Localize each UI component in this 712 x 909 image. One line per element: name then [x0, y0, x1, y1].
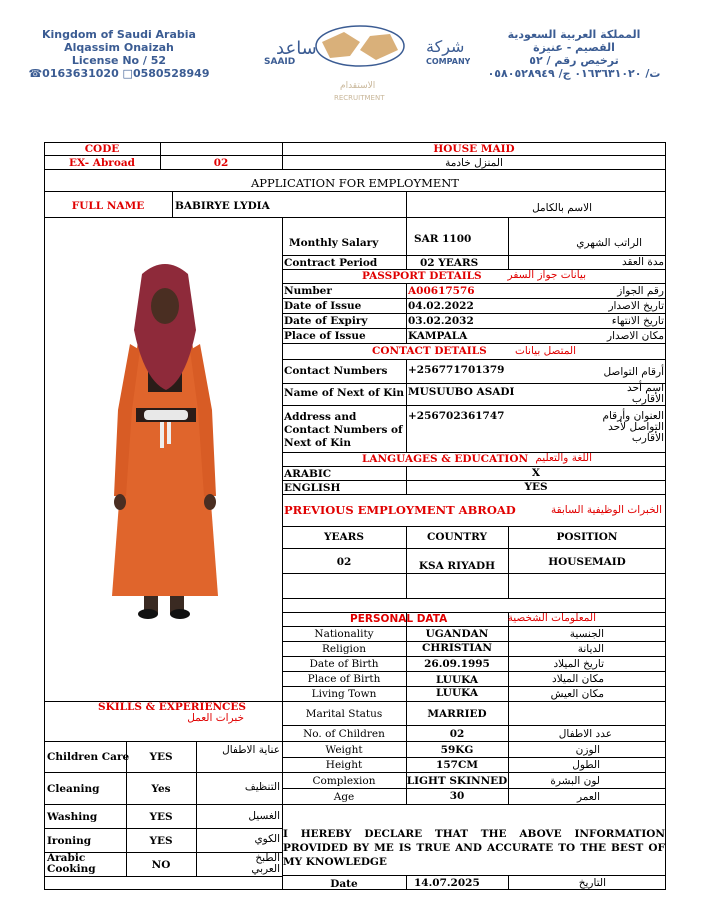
place-of-issue-label: Place of Issue: [284, 330, 366, 342]
logo-ar-bottom: الاستقدام: [340, 81, 376, 91]
weight-value: 59KG: [440, 744, 474, 756]
skill-washing-ar: الغسيل: [248, 810, 280, 822]
issue-date-ar: تاريخ الاصدار: [608, 300, 664, 312]
contact-numbers-label: Contact Numbers: [284, 365, 388, 377]
logo-en-right: COMPANY: [426, 57, 470, 66]
contact-title: CONTACT DETAILS: [372, 345, 487, 357]
letterhead: [0, 0, 712, 110]
full-name-label: FULL NAME: [71, 200, 145, 212]
passport-title: PASSPORT DETAILS: [362, 270, 482, 282]
date-label: Date: [330, 878, 358, 890]
expiry-date-label: Date of Expiry: [284, 315, 368, 327]
date-ar: التاريخ: [578, 877, 606, 889]
letterhead-left-line: Kingdom of Saudi Arabia: [42, 28, 196, 41]
contract-label: Contract Period: [284, 257, 378, 269]
height-ar: الطول: [572, 759, 600, 771]
complexion-label: Complexion: [312, 775, 376, 787]
skill-cleaning-value: Yes: [151, 783, 171, 795]
personal-data-title-ar: المعلومات الشخصية: [507, 612, 596, 624]
letterhead-right: [484, 28, 664, 80]
letterhead-left-line: Alqassim Onaizah: [64, 41, 174, 54]
marital-status-value: MARRIED: [427, 708, 487, 720]
complexion-ar: لون البشرة: [550, 775, 600, 787]
personal-data-title: PERSONAL DATA: [350, 613, 448, 625]
nationality-value: UGANDAN: [425, 628, 489, 640]
letterhead-left-line: ☎0163631020 □0580528949: [28, 67, 210, 80]
col-years: YEARS: [324, 531, 364, 543]
logo-en-left: SAAID: [264, 57, 296, 67]
nationality-ar: الجنسية: [569, 628, 604, 640]
pob-ar: مكان الميلاد: [552, 673, 604, 685]
skill-ironing-value: YES: [149, 835, 173, 847]
kin-address-label: Address and Contact Numbers of Next of Kin: [284, 411, 403, 449]
letterhead-right-line: ترخيص رقم / ٥٢: [529, 54, 619, 67]
issue-date-label: Date of Issue: [284, 300, 362, 312]
skill-washing-value: YES: [149, 811, 173, 823]
skill-children-care-value: YES: [149, 751, 173, 763]
complexion-value: LIGHT SKINNED: [406, 775, 508, 787]
letterhead-right-line: القصيم - عنيزة: [533, 41, 615, 54]
pob-value: LUUKA: [436, 674, 478, 686]
skill-cleaning-ar: التنظيف: [244, 781, 280, 793]
code-number: 02: [213, 157, 229, 169]
arabic-label: ARABIC: [284, 468, 332, 480]
skills-title-ar: خبرات العمل: [187, 712, 244, 724]
skill-children-care-ar: عناية الاطفال: [222, 744, 280, 756]
pob-label: Place of Birth: [307, 673, 381, 685]
issue-date: 04.02.2022: [408, 300, 474, 312]
next-of-kin: MUSUUBO ASADI: [408, 386, 515, 398]
form-title: APPLICATION FOR EMPLOYMENT: [251, 176, 459, 190]
next-of-kin-ar: اسم أحد الأقارب: [627, 382, 664, 405]
arabic-level: X: [531, 467, 541, 479]
prev-country: KSA RIYADH: [418, 560, 496, 572]
full-name-value: BABIRYE LYDIA: [175, 200, 270, 212]
skill-ironing-ar: الكوي: [254, 833, 280, 845]
declaration: I HEREBY DECLARE THAT THE ABOVE INFORMATION PROVIDED BY ME IS TRUE AND ACCURATE TO THE BEST OF MY KNOWLEDGE: [283, 828, 665, 868]
dob-value: 26.09.1995: [424, 658, 490, 670]
children-value: 02: [449, 728, 465, 740]
passport-number: A00617576: [408, 285, 475, 297]
dob-ar: تاريخ الميلاد: [553, 658, 604, 670]
passport-number-ar: رقم الجواز: [617, 285, 664, 297]
nationality-label: Nationality: [314, 628, 374, 640]
code-value: EX- Abroad: [69, 157, 135, 169]
applicant-photo: [100, 260, 230, 622]
height-value: 157CM: [436, 759, 478, 771]
contact-numbers-ar: أرقام التواصل: [603, 366, 664, 378]
full-name-ar: الاسم بالكامل: [532, 202, 592, 214]
languages-title: LANGUAGES & EDUCATION: [362, 453, 529, 465]
contact-numbers: +256771701379: [408, 364, 505, 376]
expiry-date-ar: تاريخ الانتهاء: [611, 315, 664, 327]
salary-value: SAR 1100: [414, 233, 472, 245]
logo-ar-right: شركة: [426, 37, 465, 56]
skill-arabic-cooking-ar: الطبخ العربي: [251, 852, 280, 875]
weight-ar: الوزن: [575, 744, 600, 756]
date-value: 14.07.2025: [414, 877, 480, 889]
col-country: COUNTRY: [427, 531, 487, 543]
col-position: POSITION: [556, 531, 618, 543]
skill-arabic-cooking: Arabic Cooking: [47, 852, 96, 875]
dob-label: Date of Birth: [309, 658, 379, 670]
religion-label: Religion: [322, 643, 366, 655]
previous-employment-title-ar: الخبرات الوظيفية السابقة: [550, 504, 662, 516]
living-town-label: Living Town: [311, 688, 377, 700]
letterhead-left-line: License No / 52: [71, 54, 167, 67]
skill-arabic-cooking-value: NO: [151, 859, 171, 871]
age-value: 30: [449, 790, 465, 802]
height-label: Height: [325, 759, 363, 771]
letterhead-right-line: المملكة العربية السعودية: [507, 28, 641, 41]
skill-cleaning: Cleaning: [47, 783, 100, 795]
children-label: No. of Children: [303, 728, 385, 740]
position-ar: المنزل خادمة: [445, 157, 503, 169]
prev-position: HOUSEMAID: [548, 556, 626, 568]
letterhead-right-line: ت/ ٠١٦٣٦٣١٠٢٠ ج/ ٠٥٨٠٥٢٨٩٤٩: [487, 67, 661, 80]
religion-ar: الديانة: [577, 643, 604, 655]
marital-status-label: Marital Status: [305, 708, 383, 720]
english-label: ENGLISH: [284, 482, 341, 494]
letterhead-left: [14, 28, 224, 80]
children-ar: عدد الاطفال: [558, 728, 612, 740]
age-label: Age: [333, 791, 355, 803]
kin-address-ar: العنوان وأرقام التواصل لأحد الأقارب: [602, 410, 664, 444]
living-town-value: LUUKA: [436, 687, 478, 699]
previous-employment-title: PREVIOUS EMPLOYMENT ABROAD: [284, 503, 516, 517]
age-ar: العمر: [576, 791, 600, 803]
kin-address: +256702361747: [408, 410, 505, 422]
expiry-date: 03.02.2032: [408, 315, 474, 327]
english-level: YES: [524, 481, 548, 493]
skills-title: SKILLS & EXPERIENCES: [98, 701, 246, 713]
passport-number-label: Number: [284, 285, 332, 297]
company-logo: [250, 12, 470, 104]
next-of-kin-label: Name of Next of Kin: [284, 387, 404, 399]
living-town-ar: مكان العيش: [550, 688, 604, 700]
contract-ar: مدة العقد: [622, 256, 664, 268]
salary-ar: الراتب الشهري: [576, 237, 642, 249]
place-of-issue: KAMPALA: [408, 330, 468, 342]
position-en: HOUSE MAID: [433, 143, 515, 155]
logo-ar-left: ساعد: [276, 38, 317, 59]
prev-years: 02: [336, 556, 352, 568]
skill-ironing: Ironing: [47, 835, 92, 847]
religion-value: CHRISTIAN: [422, 642, 492, 654]
weight-label: Weight: [325, 744, 363, 756]
passport-title-ar: بيانات جواز السفر: [507, 269, 586, 281]
skill-children-care: Children Care: [47, 751, 130, 763]
skill-washing: Washing: [47, 811, 98, 823]
place-of-issue-ar: مكان الاصدار: [607, 330, 664, 342]
contract-value: 02 YEARS: [420, 257, 479, 269]
salary-label: Monthly Salary: [289, 237, 379, 249]
logo-en-bottom: RECRUITMENT: [334, 94, 385, 102]
contact-title-ar: المتصل بيانات: [514, 345, 576, 357]
code-label: CODE: [84, 143, 120, 155]
languages-title-ar: اللغة والتعليم: [535, 452, 592, 464]
